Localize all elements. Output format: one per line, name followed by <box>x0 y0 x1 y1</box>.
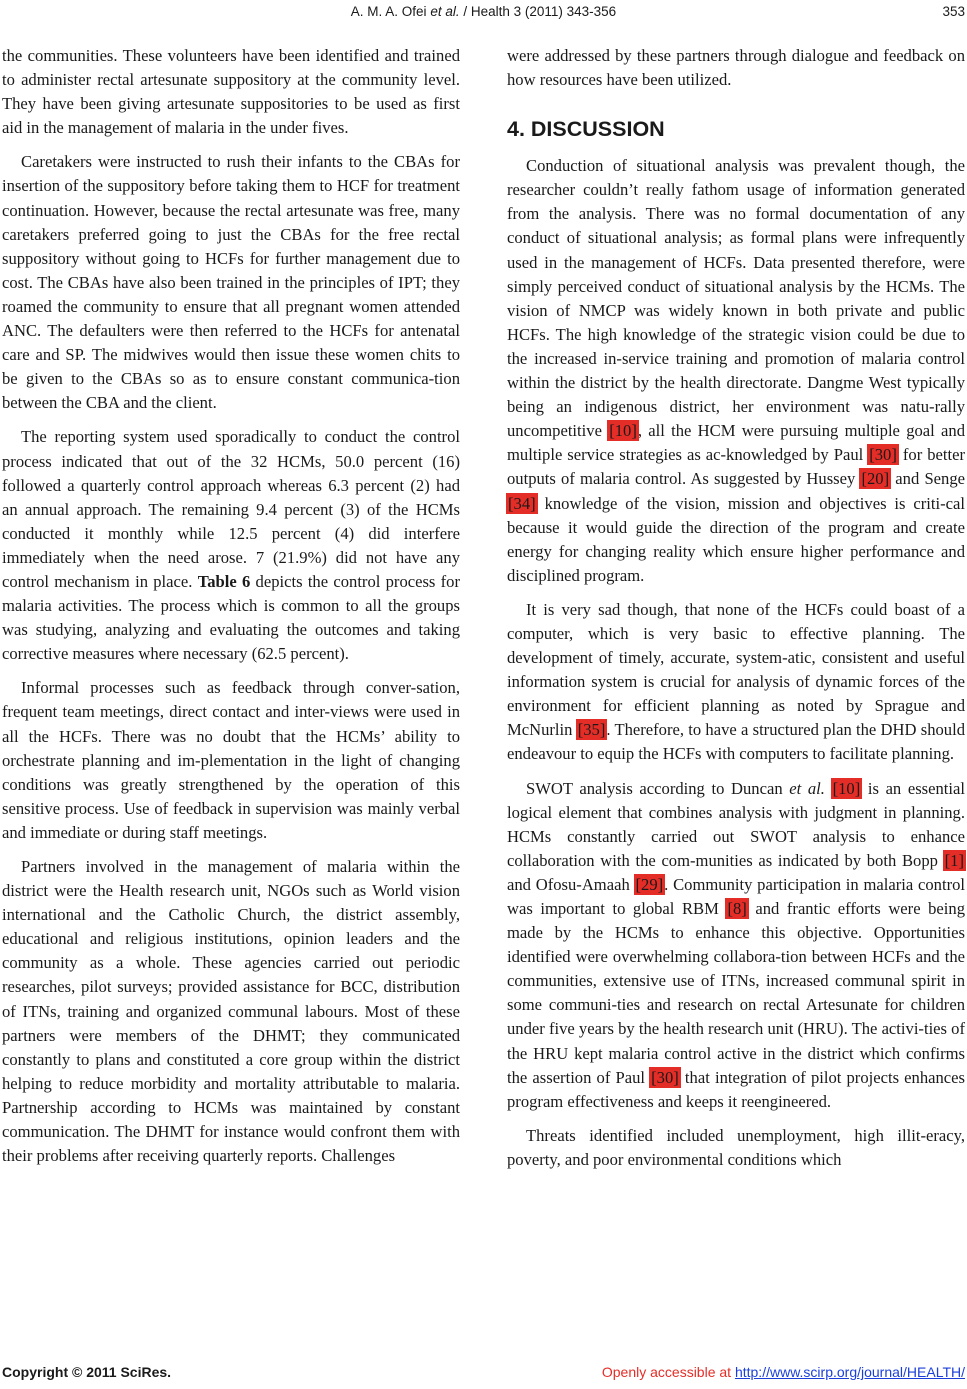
paragraph-text: is an essential logical element that combines analysis with judgment in planning. HCMs constantly carried out SWOT analysis to enhance collaboration with the com-munities as indicated by both Bopp <box>507 778 965 870</box>
paragraph-text: for better outputs of malaria control. As suggested by Hussey <box>507 445 965 489</box>
page-number: 353 <box>942 4 965 19</box>
paragraph: Threats identified included unemployment, high illit-eracy, poverty, and poor environmental conditions which <box>507 1125 965 1169</box>
etal-text: et al. <box>789 778 825 798</box>
paragraph-text: SWOT analysis according to Duncan <box>526 778 790 798</box>
citation-link[interactable]: [34] <box>508 493 536 513</box>
running-header <box>0 4 967 26</box>
running-head <box>0 4 967 19</box>
running-head-authors: A. M. A. Ofei <box>350 4 431 19</box>
paragraph: Caretakers were instructed to rush their infants to the CBAs for insertion of the suppository before taking them to HCF for treatment continuation. However, because the rectal artesunate was free, many caretakers preferred going to just the CBAs for the free rectal suppository without going to HCFs for further management due to cost. The CBAs have also been trained in the principles of IPT; they roamed the community to ensure that all pregnant women attended ANC. The defaulters were then referred to the HCFs for antenatal care and SP. The midwives would then issue these women chits to be given to the CBAs so as to ensure constant communica-tion between the CBA and the client. <box>2 152 460 413</box>
section-heading: 4. DISCUSSION <box>507 117 665 142</box>
paragraph-text: The reporting system used sporadically to conduct the control process indicated that out of the 32 HCMs, 50.0 percent (16) followed a quarterly control approach whereas 6.3 percent (2) had an annual approach. The remaining 9.4 percent (3) of the HCMs conducted it monthly while 12.5 percent (4) did interfere immediately when the need arose. 7 (21.9%) did not have any control mechanism in place. <box>2 427 460 591</box>
citation-link[interactable]: [29] <box>635 874 664 894</box>
paragraph: Informal processes such as feedback through conver-sation, frequent team meetings, direct contact and inter-views were used in all the HCFs. There was no doubt that the HCMs’ ability to orchestrate planning and im-plementation in the light of changing conditions was greatly strengthened by the operation of this sensitive process. Use of feedback in supervision was mainly verbal and immediate or during staff meetings. <box>2 678 460 842</box>
paragraph-text: and Ofosu-Amaah <box>507 874 635 894</box>
paragraph-text: . Therefore, to have a structured plan the DHD should endeavour to equip the HCFs with computers to facilitate planning. <box>507 720 966 764</box>
paragraph-text: depicts the control process for malaria activities. The process which is common to all the groups was studying, analyzing and evaluating the outcomes and taking corrective measures where necessary (62.5 percent). <box>2 571 460 664</box>
paragraph <box>507 154 965 588</box>
open-access-notice <box>602 1364 965 1380</box>
paragraph-text: Conduction of situational analysis was prevalent though, the researcher couldn’t really fathom usage of information generated from the analysis. There was no formal documentation of any conduct of situational analysis; as formal plans were infrequently used in the management of HCFs. Data presented therefore, were simply perceived conduct of situational analysis by the HCMs. The vision of NMCP was widely known in both private and public HCFs. The high knowledge of the strategic vision could be due to the increased in-service training and promotion of malaria control within the district by the health directorate. Dangme West typically being an indigenous district, her environment was natu-rally uncompetitive <box>507 156 965 441</box>
page-footer <box>0 1364 967 1386</box>
left-column <box>2 44 460 1178</box>
right-column <box>507 44 965 1182</box>
paragraph-text: It is very sad though, that none of the HCFs could boast of a computer, which is very basic to effective planning. The development of timely, accurate, system-atic, consistent and useful information system is crucial for analysis of dynamic forces of the environment for efficient planning as noted by Sprague and McNurlin <box>507 599 965 740</box>
copyright-notice: Copyright © 2011 SciRes. <box>2 1364 172 1380</box>
paragraph: were addressed by these partners through dialogue and feedback on how resources have been utilized. <box>507 46 965 90</box>
paragraph-text: that integration of pilot projects enhances program effectiveness and keeps it reengineered. <box>507 1067 965 1111</box>
paragraph <box>507 777 965 1114</box>
running-head-etal: et al. <box>430 4 460 19</box>
table-reference[interactable]: Table 6 <box>197 571 251 591</box>
running-head-journal: / Health 3 (2011) 343-356 <box>459 4 617 19</box>
paragraph-text: and frantic efforts were being made by the HCMs to enhance this objective. Opportunities identified were overwhelming collabora-tion between HCFs and the communities, extensive use of ITNs, increased communal spirit in some communi-ties and research on rectal Artesunate for children under five years by the health research unit (HRU). The activi-ties of the HRU kept malaria control active in the district which confirms the assertion of Paul <box>507 899 965 1087</box>
paragraph <box>507 598 965 767</box>
paragraph-text: knowledge of the vision, mission and objectives is criti-cal because it would guide the direction of the program and create energy for changing reality which ensure higher performance and disciplined program. <box>507 493 965 585</box>
paragraph-text <box>825 779 832 798</box>
paragraph-text: and Senge <box>890 469 965 489</box>
citation-link[interactable]: [8] <box>727 899 747 918</box>
citation-link[interactable]: [10] <box>609 421 637 441</box>
citation-link[interactable]: [30] <box>869 445 897 465</box>
paragraph-text: , all the HCM were pursuing multiple goal and multiple service strategies as ac-knowledged by Paul <box>507 421 965 465</box>
paragraph <box>2 425 460 666</box>
paragraph: the communities. These volunteers have been identified and trained to administer rectal artesunate suppository at the community level. They have been giving artesunate suppositories to be used as first aid in the management of malaria in the under fives. <box>2 46 460 138</box>
paragraph: Partners involved in the management of malaria within the district were the Health research unit, NGOs such as World vision international and the Catholic Church, the district assembly, educational and religious institutions, opinion leaders and the community as a whole. These agencies carried out periodic researches, pilot surveys; provided assistance for BCC, distribution of ITNs, training and organized communal labours. Most of these partners were members of the DHMT; they communicated constantly to plans and constituted a core group within the district helping to reduce morbidity and mortality attributable to malaria. Partnership according to HCMs was maintained by constant communication. The DHMT for instance would confront them with their problems after receiving quarterly reports. Challenges <box>2 857 460 1166</box>
paragraph-text: . Community participation in malaria control was important to global RBM <box>507 874 965 918</box>
citation-link[interactable]: [1] <box>944 850 964 870</box>
open-access-label: Openly accessible at <box>601 1364 735 1380</box>
citation-link[interactable]: [10] <box>832 778 861 798</box>
citation-link[interactable]: [20] <box>861 469 890 489</box>
citation-link[interactable]: [30] <box>651 1067 679 1087</box>
citation-link[interactable]: [35] <box>577 720 606 740</box>
journal-url-link[interactable]: http://www.scirp.org/journal/HEALTH/ <box>734 1364 965 1380</box>
